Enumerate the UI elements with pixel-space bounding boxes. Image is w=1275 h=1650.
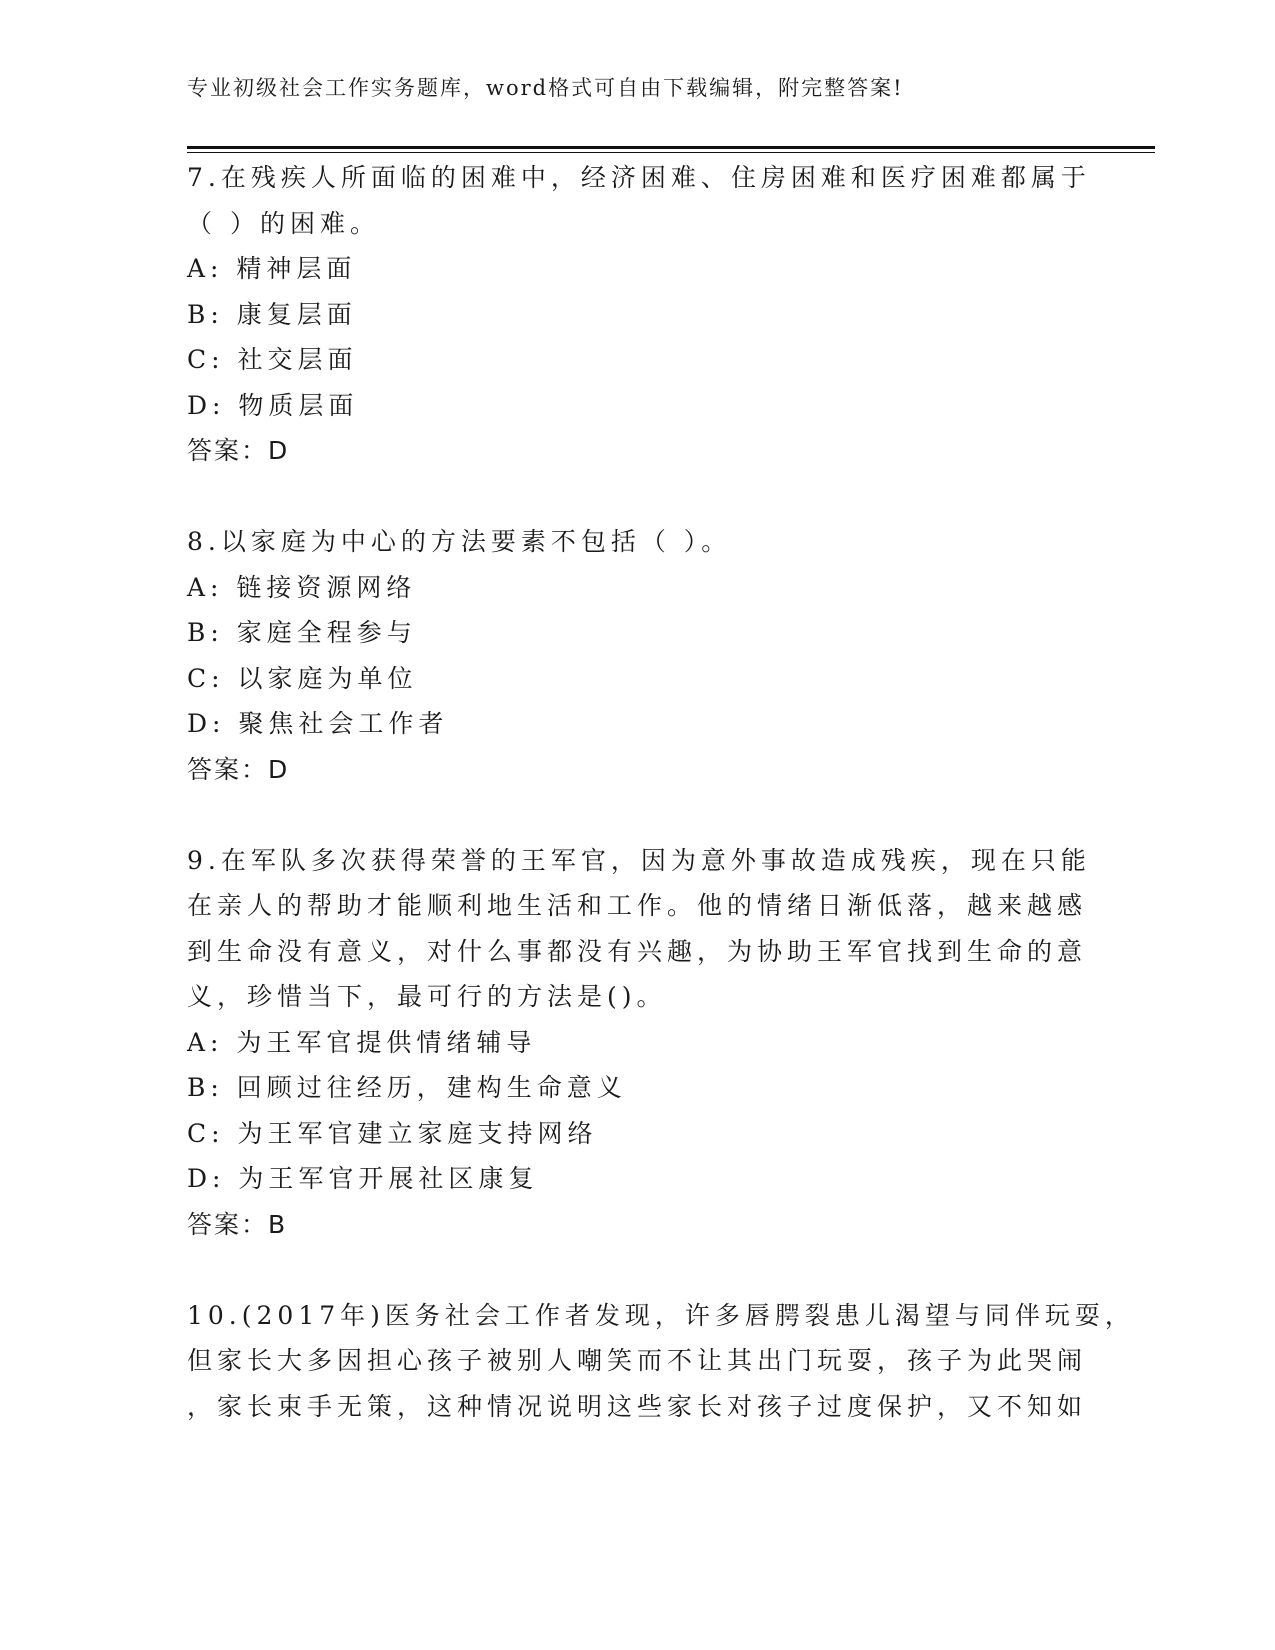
question-stem-line: 在亲人的帮助才能顺利地生活和工作。他的情绪日渐低落，越来越感: [187, 891, 1088, 920]
option-b: B: 康复层面: [187, 299, 357, 329]
question-stem-line: 到生命没有意义，对什么事都没有兴趣，为协助王军官找到生命的意: [187, 936, 1088, 966]
option-d: D: 聚焦社会工作者: [187, 709, 449, 738]
option-a: A: 链接资源网络: [187, 572, 417, 602]
option-c: C: 以家庭为单位: [187, 663, 418, 693]
question-stem-line: 义，珍惜当下，最可行的方法是()。: [187, 982, 667, 1011]
option-b: B: 回顾过往经历，建构生命意义: [187, 1073, 627, 1102]
question-10: [187, 1293, 1135, 1430]
option-a: A: 为王军官提供情绪辅导: [187, 1027, 537, 1057]
spacer: [187, 792, 1087, 838]
spacer: [187, 1247, 1087, 1293]
question-7: [187, 155, 1091, 474]
question-9: [187, 838, 1091, 1248]
question-list: [187, 155, 1135, 1429]
question-8: [187, 519, 1087, 792]
question-stem-line: （ ）的困难。: [187, 208, 380, 238]
question-stem-line: ，家长束手无策，这种情况说明这些家长对孩子过度保护，又不知如: [187, 1391, 1088, 1421]
option-d: D: 为王军官开展社区康复: [187, 1164, 539, 1193]
question-stem-line: 但家长大多因担心孩子被别人嘲笑而不让其出门玩耍，孩子为此哭闹: [187, 1346, 1088, 1375]
question-stem-line: 7.在残疾人所面临的困难中，经济困难、住房困难和医疗困难都属于: [187, 163, 1091, 192]
header-rule-thin: [187, 152, 1155, 153]
spacer: [187, 474, 1087, 520]
page-header: 专业初级社会工作实务题库，word格式可自由下载编辑，附完整答案!: [187, 76, 904, 100]
answer-line: 答案：B: [187, 1209, 288, 1239]
answer-line: 答案：D: [187, 754, 290, 784]
option-d: D: 物质层面: [187, 390, 359, 420]
option-b: B: 家庭全程参与: [187, 618, 417, 647]
question-stem-line: 10.(2017年)医务社会工作者发现，许多唇腭裂患儿渴望与同伴玩耍，: [187, 1300, 1135, 1330]
option-c: C: 为王军官建立家庭支持网络: [187, 1118, 598, 1148]
answer-line: 答案：D: [187, 436, 290, 465]
question-stem-line: 9.在军队多次获得荣誉的王军官，因为意外事故造成残疾，现在只能: [187, 845, 1091, 875]
header-rule-thick: [187, 146, 1155, 149]
question-stem-line: 8.以家庭为中心的方法要素不包括（ ）。: [187, 527, 732, 556]
option-c: C: 社交层面: [187, 345, 358, 374]
option-a: A: 精神层面: [187, 254, 357, 283]
